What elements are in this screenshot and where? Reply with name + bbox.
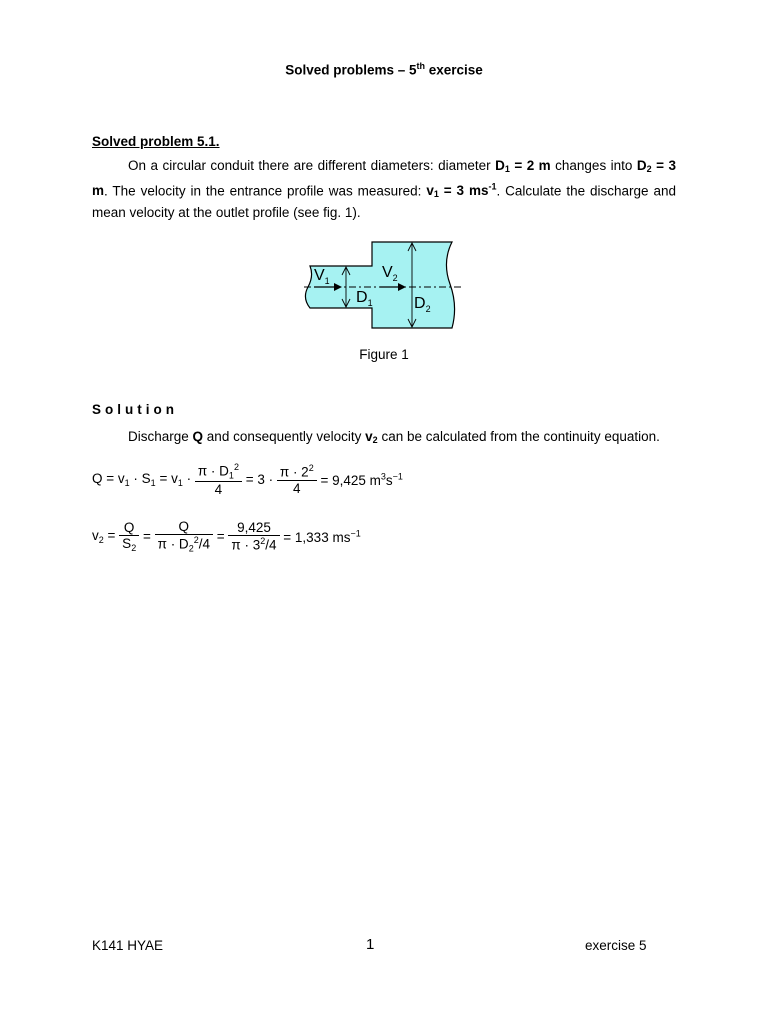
- footer-exercise: exercise 5: [585, 938, 647, 953]
- fraction-q-s2: $\frac{Q}{S_2}$: [119, 520, 139, 553]
- fraction-numeric: $\frac{9,425}{\pi \cdot 3^2/4}$: [228, 520, 279, 553]
- problem-paragraph: On a circular conduit there are different diameters: diameter $D_1 = 2$ m changes into $D_2 = 3$ m. The velocity in the entrance profile was measured: $v_1 = 3$ $ms^{-1}$. Calculate the discharge and mean velocity at the outlet profile (see fig. 1).: [92, 158, 676, 220]
- fraction-area-2: $\frac{\pi \cdot 2^2}{4}$: [277, 463, 317, 496]
- footer-course-code: K141 HYAE: [92, 938, 164, 953]
- figure-caption: Figure 1: [359, 347, 409, 362]
- problem-heading: Solved problem 5.1.: [92, 134, 220, 149]
- equation-velocity: $v_2$ = $\frac{Q}{S_2}$ = $\frac{Q}{\pi \cdot D_2^2/4}$ = $\frac{9,425}{\pi \cdot 3^2/4}$ = 1,333 $ms^{-1}$: [92, 519, 361, 554]
- label-v1: $V_1$: [314, 267, 330, 286]
- solution-paragraph: Discharge Q and consequently velocity $v_2$ can be calculated from the continuity equation.: [128, 429, 660, 445]
- page-title: Solved problems – 5th exercise: [285, 61, 483, 78]
- fraction-area-1: $\frac{\pi \cdot D_1^2}{4}$: [195, 462, 242, 497]
- solution-heading: Solution: [92, 402, 178, 417]
- figure-conduit: [300, 238, 470, 334]
- footer-page-number: 1: [366, 936, 375, 953]
- label-d1: $D_1$: [356, 289, 373, 308]
- label-v2: $V_2$: [382, 264, 398, 283]
- label-d2: $D_2$: [414, 295, 431, 314]
- fraction-q-area: $\frac{Q}{\pi \cdot D_2^2/4}$: [155, 519, 213, 554]
- equation-discharge: $Q = v_1 \cdot S_1 = v_1$ · $\frac{\pi \cdot D_1^2}{4}$ = 3 · $\frac{\pi \cdot 2^2}{4}$ = 9,425 $m^3s^{-1}$: [92, 462, 403, 497]
